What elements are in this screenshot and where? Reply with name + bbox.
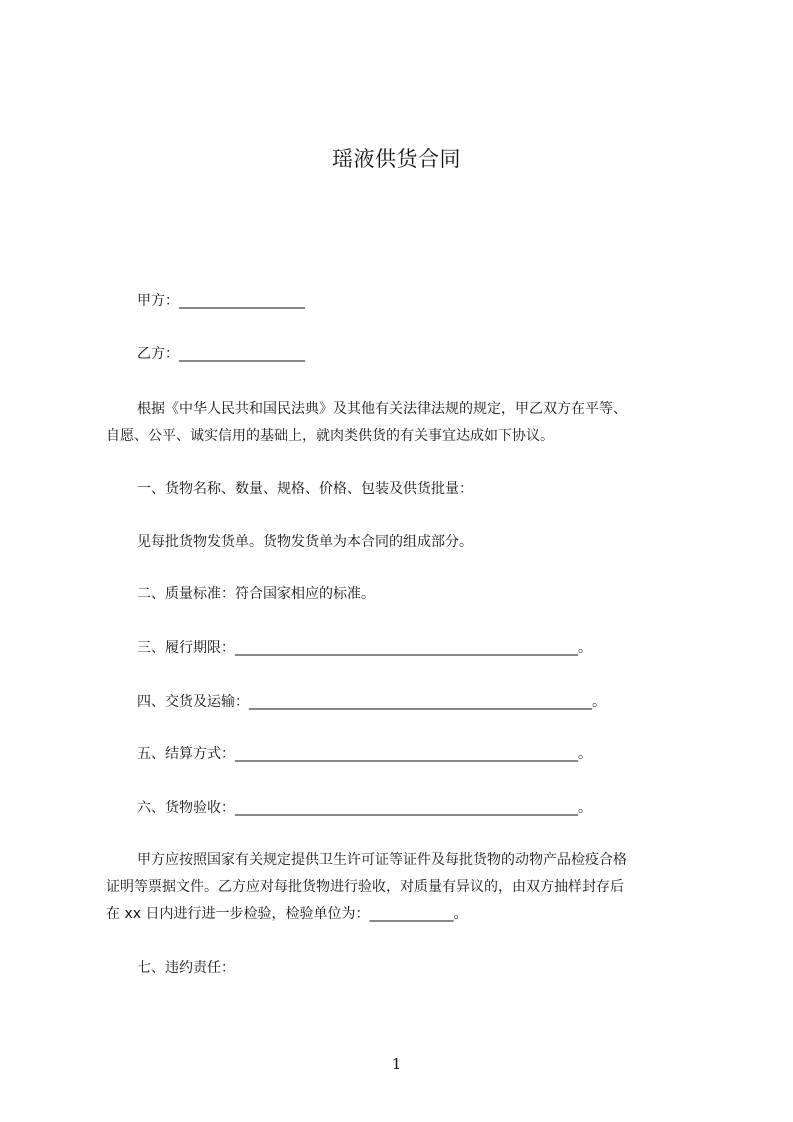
intro-paragraph bbox=[106, 396, 706, 450]
section-2-quality: 二、质量标准：符合国家相应的标准。 bbox=[137, 586, 375, 602]
page-number: 1 bbox=[391, 1055, 402, 1073]
intro-line-2: 自愿、公平、诚实信用的基础上，就肉类供货的有关事宜达成如下协议。 bbox=[106, 428, 554, 444]
section-3-term: 三、履行期限：_________________________________________________。 bbox=[137, 640, 592, 656]
section-1-heading: 一、货物名称、数量、规格、价格、包装及供货批量： bbox=[137, 481, 473, 497]
inspection-line-1: 甲方应按照国家有关规定提供卫生许可证等证件及每批货物的动物产品检疫合格 bbox=[137, 852, 627, 868]
inspection-line-2: 证明等票据文件。乙方应对每批货物进行验收，对质量有异议的，由双方抽样封存后 bbox=[106, 879, 624, 895]
section-1-body: 见每批货物发货单。货物发货单为本合同的组成部分。 bbox=[137, 534, 473, 550]
section-7-heading: 七、违约责任： bbox=[137, 960, 235, 976]
party-b-line: 乙方：__________________ bbox=[137, 346, 305, 362]
section-6-inspection: 六、货物验收：_________________________________________________。 bbox=[137, 800, 592, 816]
inspection-paragraph bbox=[106, 847, 706, 928]
contract-title: 瑶液供货合同 bbox=[332, 147, 461, 171]
party-a-line: 甲方：__________________ bbox=[137, 293, 305, 309]
intro-line-1: 根据《中华人民共和国民法典》及其他有关法律法规的规定，甲乙双方在平等、 bbox=[137, 401, 627, 417]
section-4-delivery: 四、交货及运输：_________________________________________________。 bbox=[137, 694, 606, 710]
inspection-line-3: 在 xx 日内进行进一步检验，检验单位为：____________。 bbox=[106, 906, 468, 922]
section-5-settlement: 五、结算方式：_________________________________________________。 bbox=[137, 746, 592, 762]
